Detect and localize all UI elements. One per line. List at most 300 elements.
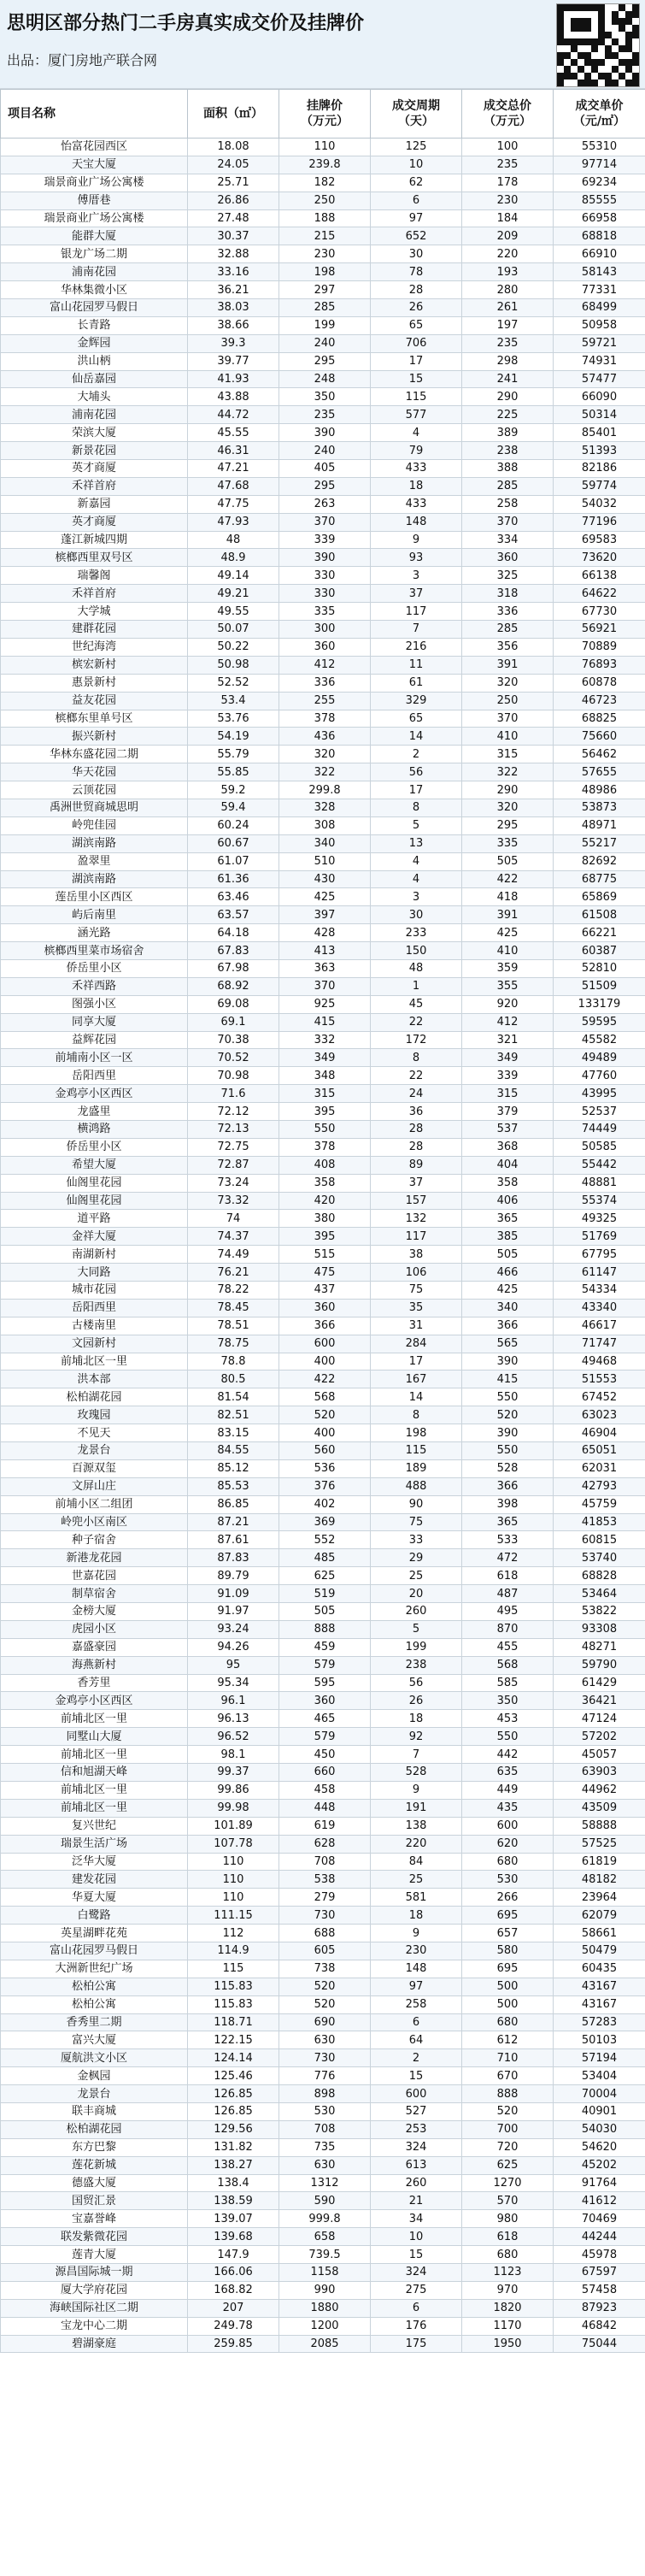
area-cell: 139.07 <box>188 2210 279 2228</box>
total-price-cell: 241 <box>462 370 554 388</box>
total-price-cell: 406 <box>462 1192 554 1210</box>
deal-cycle-cell: 488 <box>371 1477 462 1495</box>
list-price-cell: 430 <box>279 870 371 888</box>
project-name-cell: 南湖新村 <box>1 1246 188 1264</box>
list-price-cell: 360 <box>279 638 371 656</box>
project-name-cell: 华林东盛花园二期 <box>1 746 188 763</box>
area-cell: 87.83 <box>188 1549 279 1567</box>
area-cell: 249.78 <box>188 2317 279 2335</box>
area-cell: 78.45 <box>188 1299 279 1317</box>
project-name-cell: 瑞景商业广场公寓楼 <box>1 209 188 227</box>
area-cell: 129.56 <box>188 2120 279 2138</box>
table-row <box>1 388 645 406</box>
project-name-cell: 前埔北区一里 <box>1 1799 188 1817</box>
table-row <box>1 1210 645 1228</box>
deal-cycle-cell: 14 <box>371 1388 462 1406</box>
area-cell: 44.72 <box>188 406 279 424</box>
project-name-cell: 建发花园 <box>1 1871 188 1889</box>
area-cell: 84.55 <box>188 1442 279 1460</box>
area-cell: 166.06 <box>188 2263 279 2281</box>
area-cell: 115.83 <box>188 1978 279 1995</box>
project-name-cell: 图强小区 <box>1 995 188 1013</box>
project-name-cell: 金枫园 <box>1 2067 188 2085</box>
qr-module <box>571 18 578 25</box>
total-price-cell: 695 <box>462 1960 554 1978</box>
unit-price-cell: 56921 <box>554 621 645 639</box>
total-price-cell: 635 <box>462 1764 554 1782</box>
project-name-cell: 仙阁里花园 <box>1 1192 188 1210</box>
qr-module <box>598 4 605 11</box>
table-row <box>1 2102 645 2120</box>
area-cell: 70.98 <box>188 1067 279 1085</box>
unit-price-cell: 54032 <box>554 495 645 513</box>
unit-price-cell: 50479 <box>554 1942 645 1960</box>
area-cell: 87.61 <box>188 1531 279 1549</box>
table-row <box>1 424 645 442</box>
project-name-cell: 大洲新世纪广场 <box>1 1960 188 1978</box>
total-price-cell: 298 <box>462 352 554 370</box>
qr-module <box>612 32 619 38</box>
area-cell: 53.4 <box>188 692 279 710</box>
list-price-cell: 366 <box>279 1317 371 1335</box>
qr-module <box>625 25 632 32</box>
qr-module <box>578 59 584 66</box>
table-row <box>1 1620 645 1638</box>
list-price-cell: 630 <box>279 2156 371 2174</box>
list-price-cell: 248 <box>279 370 371 388</box>
total-price-cell: 325 <box>462 567 554 585</box>
table-row <box>1 477 645 495</box>
qr-module <box>605 66 612 73</box>
qr-module <box>571 11 578 18</box>
unit-price-cell: 74449 <box>554 1120 645 1138</box>
list-price-cell: 369 <box>279 1513 371 1531</box>
area-cell: 54.19 <box>188 728 279 746</box>
area-cell: 71.6 <box>188 1085 279 1103</box>
table-row <box>1 2085 645 2103</box>
deal-cycle-cell: 189 <box>371 1459 462 1477</box>
qr-module <box>625 38 632 45</box>
list-price-cell: 448 <box>279 1799 371 1817</box>
table-row <box>1 549 645 567</box>
project-name-cell: 松柏公寓 <box>1 1978 188 1995</box>
list-price-cell: 400 <box>279 1353 371 1371</box>
total-price-cell: 334 <box>462 531 554 549</box>
project-name-cell: 德盛大厦 <box>1 2174 188 2192</box>
area-cell: 99.98 <box>188 1799 279 1817</box>
deal-cycle-cell: 176 <box>371 2317 462 2335</box>
deal-cycle-cell: 6 <box>371 2013 462 2031</box>
total-price-cell: 487 <box>462 1585 554 1603</box>
project-name-cell: 东方巴黎 <box>1 2138 188 2156</box>
col-header-project: 项目名称 <box>1 90 188 139</box>
project-name-cell: 槟宏新村 <box>1 656 188 674</box>
table-row <box>1 531 645 549</box>
deal-cycle-cell: 93 <box>371 549 462 567</box>
deal-cycle-cell: 8 <box>371 1406 462 1424</box>
total-price-cell: 358 <box>462 1174 554 1192</box>
project-name-cell: 槟榔东里单号区 <box>1 710 188 728</box>
table-row <box>1 1978 645 1995</box>
project-name-cell: 横鸿路 <box>1 1120 188 1138</box>
qr-module <box>612 80 619 86</box>
qr-module <box>619 11 625 18</box>
total-price-cell: 505 <box>462 852 554 870</box>
project-name-cell: 仙岳嘉园 <box>1 370 188 388</box>
deal-cycle-cell: 89 <box>371 1156 462 1174</box>
project-name-cell: 英才商厦 <box>1 513 188 531</box>
col-header-unit-price-text: 成交单价 （元/㎡） <box>572 99 626 128</box>
area-cell: 55.79 <box>188 746 279 763</box>
table-row <box>1 2067 645 2085</box>
qr-module <box>578 38 584 45</box>
col-header-deal-cycle-text: 成交周期 （天） <box>392 99 440 128</box>
list-price-cell: 322 <box>279 763 371 781</box>
deal-cycle-cell: 97 <box>371 1978 462 1995</box>
unit-price-cell: 64622 <box>554 585 645 603</box>
total-price-cell: 550 <box>462 1388 554 1406</box>
total-price-cell: 680 <box>462 1853 554 1871</box>
total-price-cell: 585 <box>462 1674 554 1692</box>
list-price-cell: 459 <box>279 1638 371 1656</box>
list-price-cell: 450 <box>279 1746 371 1764</box>
total-price-cell: 280 <box>462 281 554 299</box>
area-cell: 74.37 <box>188 1228 279 1246</box>
unit-price-cell: 56462 <box>554 746 645 763</box>
unit-price-cell: 46723 <box>554 692 645 710</box>
total-price-cell: 520 <box>462 2102 554 2120</box>
area-cell: 85.12 <box>188 1459 279 1477</box>
deal-cycle-cell: 4 <box>371 870 462 888</box>
table-row <box>1 1228 645 1246</box>
list-price-cell: 328 <box>279 799 371 816</box>
table-row <box>1 603 645 621</box>
list-price-cell: 605 <box>279 1942 371 1960</box>
total-price-cell: 625 <box>462 2156 554 2174</box>
list-price-cell: 255 <box>279 692 371 710</box>
project-name-cell: 泛华大厦 <box>1 1853 188 1871</box>
col-header-unit-price <box>554 90 645 139</box>
area-cell: 45.55 <box>188 424 279 442</box>
total-price-cell: 225 <box>462 406 554 424</box>
qr-module <box>625 32 632 38</box>
qr-module <box>598 59 605 66</box>
project-name-cell: 制草宿舍 <box>1 1585 188 1603</box>
unit-price-cell: 61819 <box>554 1853 645 1871</box>
qr-module <box>584 11 591 18</box>
project-name-cell: 嘉盛豪园 <box>1 1638 188 1656</box>
unit-price-cell: 43340 <box>554 1299 645 1317</box>
qr-module <box>564 45 571 52</box>
qr-module <box>557 32 564 38</box>
project-name-cell: 华林集微小区 <box>1 281 188 299</box>
deal-cycle-cell: 157 <box>371 1192 462 1210</box>
area-cell: 47.75 <box>188 495 279 513</box>
project-name-cell: 岳阳西里 <box>1 1067 188 1085</box>
list-price-cell: 250 <box>279 192 371 209</box>
table-row <box>1 281 645 299</box>
area-cell: 55.85 <box>188 763 279 781</box>
total-price-cell: 568 <box>462 1656 554 1674</box>
project-name-cell: 种子宿舍 <box>1 1531 188 1549</box>
unit-price-cell: 77196 <box>554 513 645 531</box>
table-row <box>1 139 645 156</box>
qr-module <box>564 66 571 73</box>
list-price-cell: 240 <box>279 442 371 460</box>
table-row <box>1 746 645 763</box>
qr-module <box>598 73 605 80</box>
qr-module <box>564 32 571 38</box>
total-price-cell: 570 <box>462 2192 554 2210</box>
qr-module <box>564 38 571 45</box>
area-cell: 112 <box>188 1925 279 1942</box>
page-header <box>0 0 645 89</box>
project-name-cell: 禹洲世贸商城思明 <box>1 799 188 816</box>
area-cell: 36.21 <box>188 281 279 299</box>
list-price-cell: 898 <box>279 2085 371 2103</box>
table-row <box>1 1549 645 1567</box>
unit-price-cell: 46904 <box>554 1424 645 1442</box>
qr-module <box>578 25 584 32</box>
total-price-cell: 230 <box>462 192 554 209</box>
table-row <box>1 567 645 585</box>
unit-price-cell: 45202 <box>554 2156 645 2174</box>
qr-module <box>632 59 639 66</box>
qr-module <box>632 25 639 32</box>
table-row <box>1 2192 645 2210</box>
table-row <box>1 2246 645 2264</box>
list-price-cell: 422 <box>279 1371 371 1388</box>
deal-cycle-cell: 581 <box>371 1889 462 1907</box>
project-name-cell: 碧湖豪庭 <box>1 2335 188 2353</box>
project-name-cell: 前埔北区一里 <box>1 1710 188 1728</box>
table-row <box>1 1264 645 1282</box>
unit-price-cell: 40901 <box>554 2102 645 2120</box>
deal-cycle-cell: 324 <box>371 2138 462 2156</box>
list-price-cell: 510 <box>279 852 371 870</box>
list-price-cell: 552 <box>279 1531 371 1549</box>
col-header-list-price <box>279 90 371 139</box>
area-cell: 32.88 <box>188 245 279 263</box>
area-cell: 59.4 <box>188 799 279 816</box>
deal-cycle-cell: 35 <box>371 1299 462 1317</box>
qr-module <box>591 38 598 45</box>
qr-module <box>632 52 639 59</box>
area-cell: 86.85 <box>188 1495 279 1513</box>
total-price-cell: 250 <box>462 692 554 710</box>
qr-module <box>564 59 571 66</box>
total-price-cell: 340 <box>462 1299 554 1317</box>
project-name-cell: 龙盛里 <box>1 1103 188 1121</box>
deal-cycle-cell: 15 <box>371 370 462 388</box>
table-row <box>1 334 645 352</box>
list-price-cell: 630 <box>279 2031 371 2049</box>
list-price-cell: 485 <box>279 1549 371 1567</box>
list-price-cell: 538 <box>279 1871 371 1889</box>
area-cell: 126.85 <box>188 2102 279 2120</box>
deal-cycle-cell: 65 <box>371 316 462 334</box>
project-name-cell: 大同路 <box>1 1264 188 1282</box>
table-row <box>1 1567 645 1585</box>
total-price-cell: 970 <box>462 2281 554 2299</box>
project-name-cell: 前埔小区二组团 <box>1 1495 188 1513</box>
total-price-cell: 500 <box>462 1978 554 1995</box>
qr-module <box>605 80 612 86</box>
list-price-cell: 263 <box>279 495 371 513</box>
table-row <box>1 1156 645 1174</box>
qr-module <box>584 73 591 80</box>
project-name-cell: 洪本部 <box>1 1371 188 1388</box>
unit-price-cell: 58888 <box>554 1817 645 1835</box>
unit-price-cell: 65869 <box>554 888 645 906</box>
qr-module <box>632 38 639 45</box>
list-price-cell: 536 <box>279 1459 371 1477</box>
list-price-cell: 2085 <box>279 2335 371 2353</box>
list-price-cell: 660 <box>279 1764 371 1782</box>
project-name-cell: 信和旭湖天峰 <box>1 1764 188 1782</box>
total-price-cell: 870 <box>462 1620 554 1638</box>
deal-cycle-cell: 198 <box>371 1424 462 1442</box>
unit-price-cell: 61147 <box>554 1264 645 1282</box>
area-cell: 64.18 <box>188 924 279 942</box>
table-row <box>1 638 645 656</box>
list-price-cell: 390 <box>279 424 371 442</box>
list-price-cell: 590 <box>279 2192 371 2210</box>
project-name-cell: 能群大厦 <box>1 227 188 245</box>
total-price-cell: 505 <box>462 1246 554 1264</box>
list-price-cell: 888 <box>279 1620 371 1638</box>
table-row <box>1 299 645 317</box>
list-price-cell: 550 <box>279 1120 371 1138</box>
unit-price-cell: 57477 <box>554 370 645 388</box>
deal-cycle-cell: 652 <box>371 227 462 245</box>
col-header-deal-cycle <box>371 90 462 139</box>
list-price-cell: 360 <box>279 1692 371 1710</box>
total-price-cell: 495 <box>462 1603 554 1621</box>
qr-module <box>598 38 605 45</box>
deal-cycle-cell: 148 <box>371 513 462 531</box>
unit-price-cell: 36421 <box>554 1692 645 1710</box>
project-name-cell: 富兴大厦 <box>1 2031 188 2049</box>
unit-price-cell: 45582 <box>554 1031 645 1049</box>
area-cell: 72.12 <box>188 1103 279 1121</box>
list-price-cell: 425 <box>279 888 371 906</box>
table-row <box>1 1282 645 1300</box>
unit-price-cell: 51393 <box>554 442 645 460</box>
unit-price-cell: 75660 <box>554 728 645 746</box>
total-price-cell: 533 <box>462 1531 554 1549</box>
list-price-cell: 320 <box>279 746 371 763</box>
list-price-cell: 300 <box>279 621 371 639</box>
qr-module <box>557 80 564 86</box>
area-cell: 52.52 <box>188 674 279 692</box>
deal-cycle-cell: 90 <box>371 1495 462 1513</box>
table-row <box>1 263 645 281</box>
unit-price-cell: 67795 <box>554 1246 645 1264</box>
total-price-cell: 1820 <box>462 2299 554 2317</box>
area-cell: 38.03 <box>188 299 279 317</box>
total-price-cell: 410 <box>462 728 554 746</box>
list-price-cell: 1158 <box>279 2263 371 2281</box>
total-price-cell: 266 <box>462 1889 554 1907</box>
table-row <box>1 2120 645 2138</box>
total-price-cell: 449 <box>462 1781 554 1799</box>
area-cell: 67.83 <box>188 942 279 960</box>
area-cell: 99.37 <box>188 1764 279 1782</box>
table-row <box>1 852 645 870</box>
table-row <box>1 352 645 370</box>
project-name-cell: 侨岳里小区 <box>1 1138 188 1156</box>
table-row <box>1 209 645 227</box>
qr-module <box>557 18 564 25</box>
deal-cycle-cell: 220 <box>371 1835 462 1853</box>
table-row <box>1 2031 645 2049</box>
unit-price-cell: 70889 <box>554 638 645 656</box>
deal-cycle-cell: 1 <box>371 977 462 995</box>
project-name-cell: 同墅山大厦 <box>1 1728 188 1746</box>
qr-module <box>625 73 632 80</box>
project-name-cell: 国贸汇景 <box>1 2192 188 2210</box>
qr-module <box>605 32 612 38</box>
qr-module <box>625 18 632 25</box>
list-price-cell: 239.8 <box>279 156 371 174</box>
deal-cycle-cell: 528 <box>371 1764 462 1782</box>
unit-price-cell: 49489 <box>554 1049 645 1067</box>
project-name-cell: 松柏公寓 <box>1 1995 188 2013</box>
deal-cycle-cell: 97 <box>371 209 462 227</box>
list-price-cell: 437 <box>279 1282 371 1300</box>
unit-price-cell: 54030 <box>554 2120 645 2138</box>
qr-module <box>625 59 632 66</box>
area-cell: 74 <box>188 1210 279 1228</box>
area-cell: 68.92 <box>188 977 279 995</box>
deal-cycle-cell: 6 <box>371 192 462 209</box>
area-cell: 53.76 <box>188 710 279 728</box>
total-price-cell: 680 <box>462 2246 554 2264</box>
deal-cycle-cell: 25 <box>371 1871 462 1889</box>
price-table <box>0 89 645 2353</box>
area-cell: 111.15 <box>188 1907 279 1925</box>
area-cell: 70.52 <box>188 1049 279 1067</box>
deal-cycle-cell: 30 <box>371 245 462 263</box>
project-name-cell: 怡富花园西区 <box>1 139 188 156</box>
qr-module <box>571 38 578 45</box>
table-row <box>1 1442 645 1460</box>
project-name-cell: 松柏湖花园 <box>1 2120 188 2138</box>
total-price-cell: 888 <box>462 2085 554 2103</box>
project-name-cell: 新港龙花园 <box>1 1549 188 1567</box>
list-price-cell: 600 <box>279 1335 371 1353</box>
total-price-cell: 1123 <box>462 2263 554 2281</box>
qr-module <box>605 18 612 25</box>
total-price-cell: 355 <box>462 977 554 995</box>
list-price-cell: 520 <box>279 1406 371 1424</box>
deal-cycle-cell: 11 <box>371 656 462 674</box>
table-row <box>1 1995 645 2013</box>
total-price-cell: 657 <box>462 1925 554 1942</box>
table-row <box>1 1603 645 1621</box>
deal-cycle-cell: 275 <box>371 2281 462 2299</box>
qr-module <box>564 25 571 32</box>
unit-price-cell: 68828 <box>554 1567 645 1585</box>
deal-cycle-cell: 33 <box>371 1531 462 1549</box>
area-cell: 78.22 <box>188 1282 279 1300</box>
project-name-cell: 海峡国际社区二期 <box>1 2299 188 2317</box>
list-price-cell: 708 <box>279 1853 371 1871</box>
unit-price-cell: 58661 <box>554 1925 645 1942</box>
unit-price-cell: 91764 <box>554 2174 645 2192</box>
list-price-cell: 515 <box>279 1246 371 1264</box>
